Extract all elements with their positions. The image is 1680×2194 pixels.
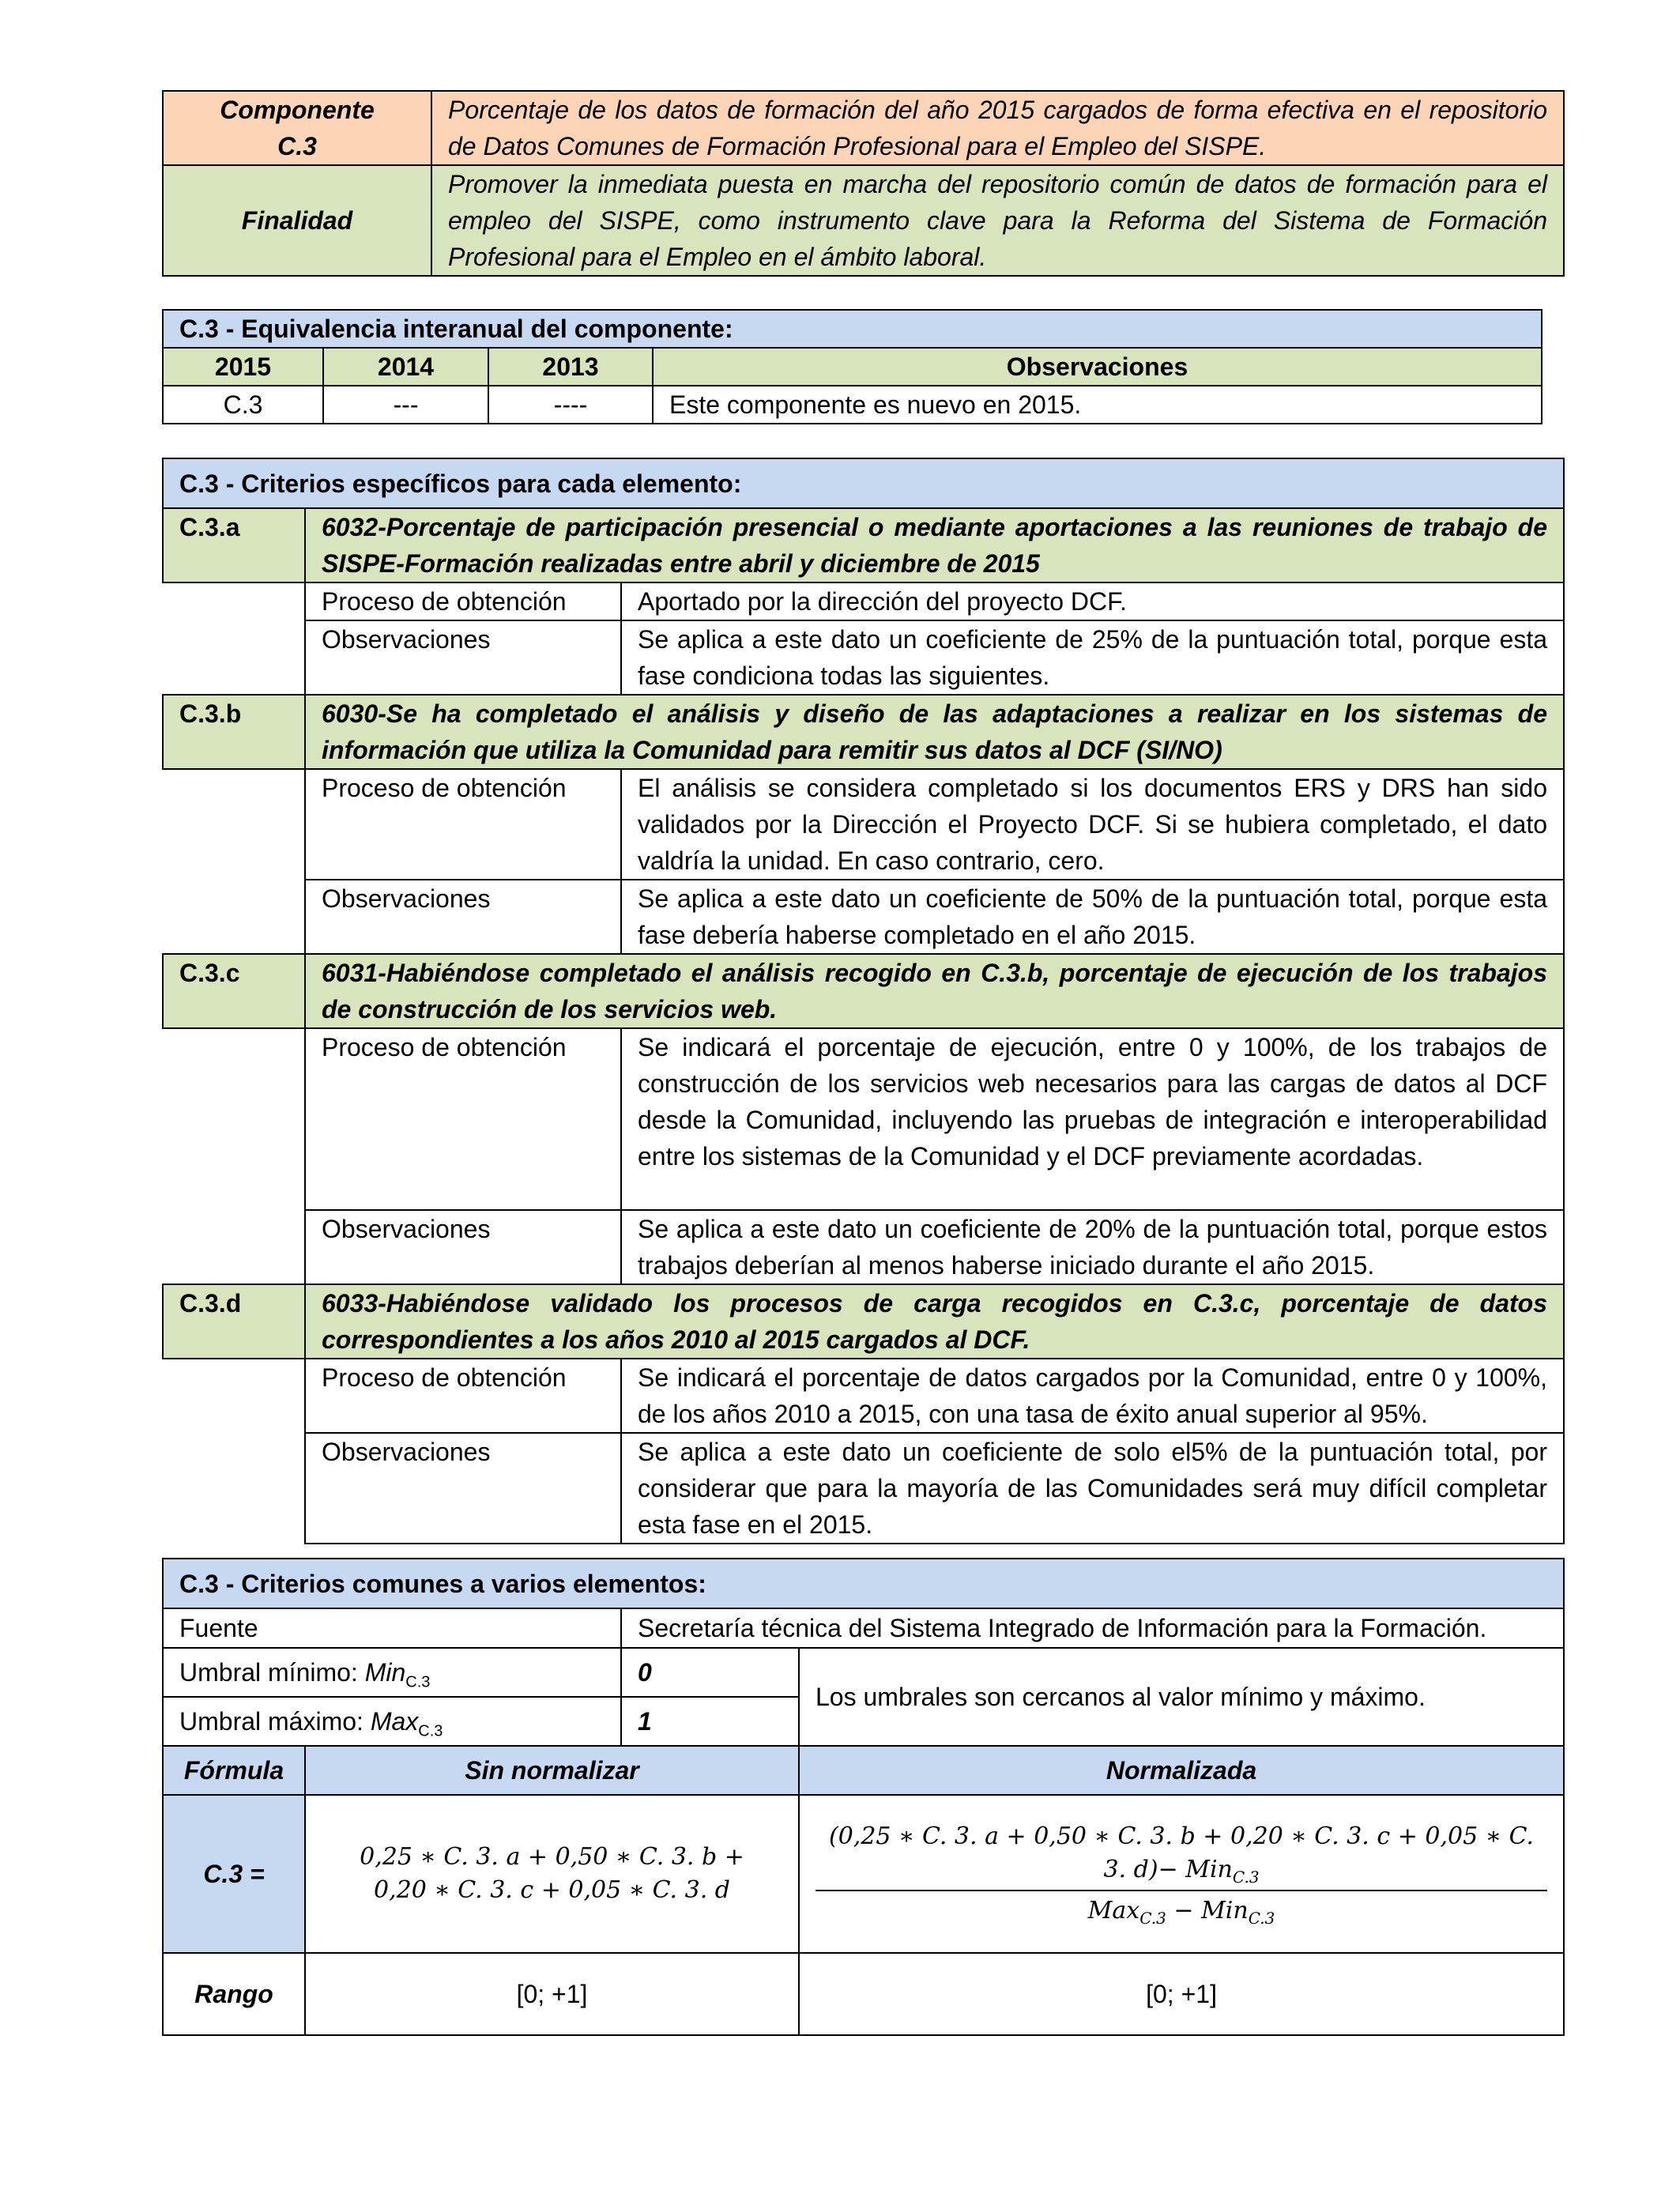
header-2013: 2013: [488, 348, 653, 386]
formula-label: C.3 =: [163, 1795, 305, 1953]
criterios-especificos-table: [162, 458, 1565, 1544]
finalidad-label: Finalidad: [163, 165, 431, 276]
element-code: C.3.a: [163, 508, 305, 582]
indent-spacer: [163, 1359, 305, 1544]
fuente-label: Fuente: [163, 1608, 621, 1648]
formula-sin-normalizar: [305, 1795, 799, 1953]
proceso-label: Proceso de obtención: [305, 1359, 621, 1433]
normalizada-header: Normalizada: [799, 1746, 1564, 1795]
observaciones-label: Observaciones: [305, 1210, 621, 1284]
umbral-max-label: Umbral máximo: Max$_{C.3}$: [163, 1697, 621, 1746]
observaciones-text: Se aplica a este dato un coeficiente de 50% de la puntuación total, porque esta fase debería haberse completado en el año 2015.: [621, 880, 1564, 954]
sin-normalizar-header: Sin normalizar: [305, 1746, 799, 1795]
criterios-especificos-title: C.3 - Criterios específicos para cada elemento:: [163, 458, 1564, 508]
element-code: C.3.d: [163, 1284, 305, 1359]
element-title: 6033-Habiéndose validado los procesos de carga recogidos en C.3.c, porcentaje de datos correspondientes a los años 2010 al 2015 cargados al DCF.: [305, 1284, 1564, 1359]
component-table: [162, 90, 1565, 277]
formula-normalizada: [799, 1795, 1564, 1953]
observaciones-label: Observaciones: [305, 620, 621, 695]
equivalencia-table: [162, 309, 1543, 424]
proceso-label: Proceso de obtención: [305, 1028, 621, 1210]
formula-denominator: Max$_{C.3}$ − Min$_{C.3}$: [1087, 1897, 1275, 1928]
umbral-note: Los umbrales son cercanos al valor mínimo y máximo.: [799, 1648, 1564, 1746]
element-code: C.3.b: [163, 695, 305, 769]
cell-observaciones: Este componente es nuevo en 2015.: [653, 386, 1542, 424]
umbral-min-label: Umbral mínimo: Min$_{C.3}$: [163, 1648, 621, 1697]
observaciones-label: Observaciones: [305, 880, 621, 954]
proceso-label: Proceso de obtención: [305, 582, 621, 620]
observaciones-text: Se aplica a este dato un coeficiente de solo el5% de la puntuación total, por considerar que para la mayoría de las Comunidades será muy difícil completar esta fase en el 2015.: [621, 1433, 1564, 1544]
formula-header: Fórmula: [163, 1746, 305, 1795]
umbral-max-value: 1: [621, 1697, 799, 1746]
proceso-text: Aportado por la dirección del proyecto DCF.: [621, 582, 1564, 620]
formula-numerator: (0,25 ∗ C. 3. a + 0,50 ∗ C. 3. b + 0,20 ∗ C. 3. c + 0,05 ∗ C. 3. d)− Min$_{C.3}$: [816, 1820, 1547, 1891]
rango-sin-normalizar: [0; +1]: [305, 1953, 799, 2035]
formula-sin-line-2: 0,20 ∗ C. 3. c + 0,05 ∗ C. 3. d: [374, 1876, 730, 1904]
cell-2014: ---: [323, 386, 488, 424]
componente-label: Componente C.3: [163, 91, 431, 165]
componente-text: Porcentaje de los datos de formación del año 2015 cargados de forma efectiva en el repositorio de Datos Comunes de Formación Profesional para el Empleo del SISPE.: [431, 91, 1564, 165]
equivalencia-title: C.3 - Equivalencia interanual del componente:: [163, 310, 1542, 348]
umbral-min-value: 0: [621, 1648, 799, 1697]
observaciones-label: Observaciones: [305, 1433, 621, 1544]
indent-spacer: [163, 769, 305, 954]
indent-spacer: [163, 1028, 305, 1284]
criterios-comunes-title: C.3 - Criterios comunes a varios elementos:: [163, 1559, 1564, 1608]
element-title: 6030-Se ha completado el análisis y diseño de las adaptaciones a realizar en los sistemas de información que utiliza la Comunidad para remitir sus datos al DCF (SI/NO): [305, 695, 1564, 769]
formula-sin-line-1: 0,25 ∗ C. 3. a + 0,50 ∗ C. 3. b +: [360, 1843, 744, 1871]
cell-2015: C.3: [163, 386, 323, 424]
proceso-text: El análisis se considera completado si los documentos ERS y DRS han sido validados por la Dirección el Proyecto DCF. Si se hubiera completado, el dato valdría la unidad. En caso contrario, cero.: [621, 769, 1564, 880]
element-title: 6031-Habiéndose completado el análisis recogido en C.3.b, porcentaje de ejecución de los trabajos de construcción de los servicios web.: [305, 954, 1564, 1028]
header-2015: 2015: [163, 348, 323, 386]
finalidad-text: Promover la inmediata puesta en marcha del repositorio común de datos de formación para el empleo del SISPE, como instrumento clave para la Reforma del Sistema de Formación Profesional para el Empleo en el ámbito laboral.: [431, 165, 1564, 276]
header-observaciones: Observaciones: [653, 348, 1542, 386]
cell-2013: ----: [488, 386, 653, 424]
rango-label: Rango: [163, 1953, 305, 2035]
element-code: C.3.c: [163, 954, 305, 1028]
fuente-text: Secretaría técnica del Sistema Integrado de Información para la Formación.: [621, 1608, 1564, 1648]
observaciones-text: Se aplica a este dato un coeficiente de 25% de la puntuación total, porque esta fase condiciona todas las siguientes.: [621, 620, 1564, 695]
indent-spacer: [163, 582, 305, 695]
element-title: 6032-Porcentaje de participación presencial o mediante aportaciones a las reuniones de trabajo de SISPE-Formación realizadas entre abril y diciembre de 2015: [305, 508, 1564, 582]
criterios-comunes-table: [162, 1558, 1565, 2036]
header-2014: 2014: [323, 348, 488, 386]
observaciones-text: Se aplica a este dato un coeficiente de 20% de la puntuación total, porque estos trabajos deberían al menos haberse iniciado durante el año 2015.: [621, 1210, 1564, 1284]
proceso-text: Se indicará el porcentaje de ejecución, entre 0 y 100%, de los trabajos de construcción de los servicios web necesarios para las cargas de datos al DCF desde la Comunidad, incluyendo las pruebas de integración e interoperabilidad entre los sistemas de la Comunidad y el DCF previamente acordadas.: [621, 1028, 1564, 1210]
rango-normalizada: [0; +1]: [799, 1953, 1564, 2035]
proceso-label: Proceso de obtención: [305, 769, 621, 880]
proceso-text: Se indicará el porcentaje de datos cargados por la Comunidad, entre 0 y 100%, de los años 2010 a 2015, con una tasa de éxito anual superior al 95%.: [621, 1359, 1564, 1433]
